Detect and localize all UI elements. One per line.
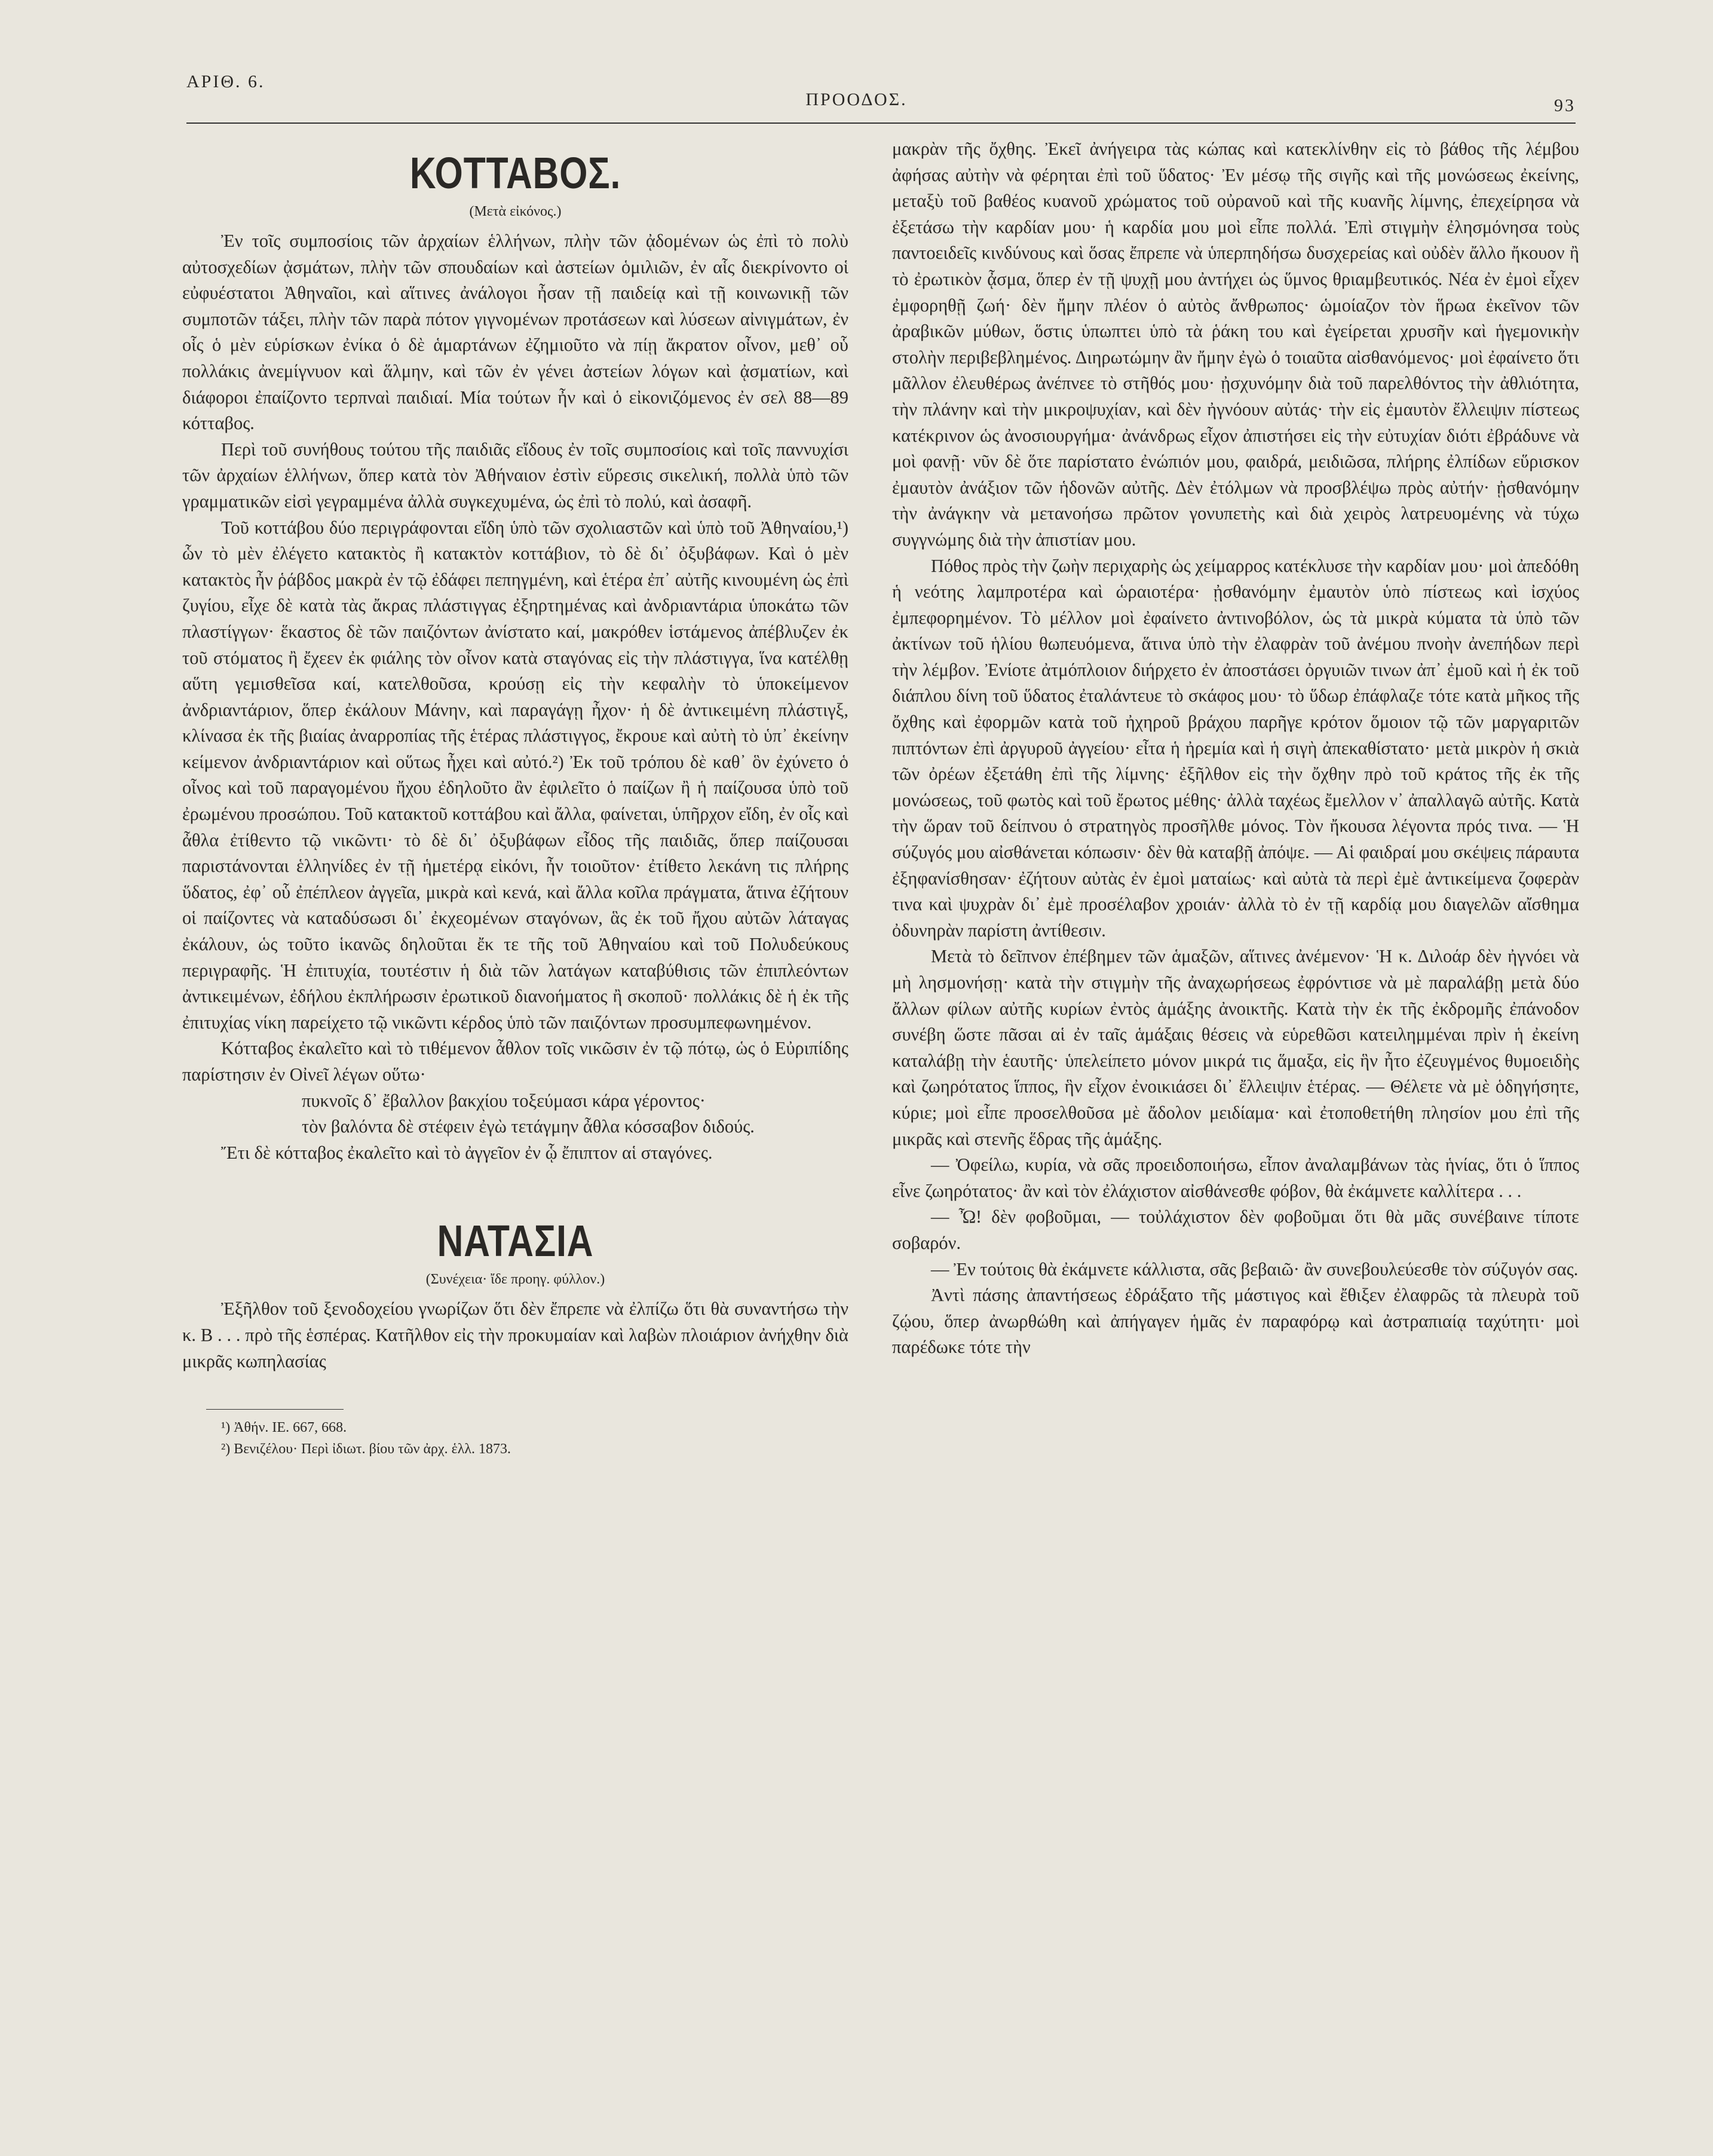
- paragraph: Τοῦ κοττάβου δύο περιγράφονται εἴδη ὑπὸ τῶν σχολιαστῶν καὶ ὑπὸ τοῦ Ἀθηναίου,¹) ὧν τὸ μὲν ἐλέγετο κατακτὸς ἢ κατακτὸν κοττάβιον, τὸ δὲ δι᾽ ὀξυβάφων. Καὶ ὁ μὲν κατακτὸς ἦν ῥάβδος μακρὰ ἐν τῷ ἐδάφει πεπηγμένη, καὶ ἑτέρα ἐπ᾽ αὐτῆς κινουμένη ὡς ἐπὶ ζυγίου, εἶχε δὲ κατὰ τὰς ἄκρας πλάστιγγας ἐξηρτημένας καὶ ἀνδριαντάρια ὑποκάτω τῶν πλαστίγγων· ἕκαστος δὲ τῶν παιζόντων ἀνίστατο καί, μακρόθεν ἱστάμενος ἀπέβλυζεν ἐκ τοῦ στόματος ἢ ἔχεεν ἐκ φιάλης τὸν οἶνον κατὰ σταγόνας εἰς τὴν πλάστιγγα, ἵνα κατέλθῃ αὕτη γεμισθεῖσα καί, κατελθοῦσα, κρούσῃ εἰς τὴν κεφαλὴν τὸ ὑποκείμενον ἀνδριαντάριον, ὅπερ ἐκάλουν Μάνην, καὶ παραγάγῃ ἦχον· ἡ δὲ ἀντικειμένη πλάστιγξ, κλίνασα ἐκ τῆς βιαίας ἀναρροπίας τῆς ἑτέρας πλάστιγγος, ἔκρουε καὶ αὐτὴ τὸ ὑπ᾽ ἐκείνην κείμενον ἀνδριαντάριον καὶ οὕτως ἦχει καὶ αὐτό.²) Ἐκ τοῦ τρόπου δὲ καθ᾽ ὃν ἐχύνετο ὁ οἶνος καὶ τοῦ παραγομένου ἤχου ἐδηλοῦτο ἂν ἐφιλεῖτο ὁ παίζων ἢ ἡ παίζουσα ὑπὸ τοῦ ἐρωμένου προσώπου. Τοῦ κατακτοῦ κοττάβου καὶ ἄλλα, φαίνεται, ὑπῆρχον εἴδη, ἐν οἷς καὶ ἆθλα ἐτίθεντο τῷ νικῶντι· τὸ δὲ δι᾽ ὀξυβάφων εἶδος τῆς παιδιᾶς, ὅπερ παίζουσαι παριστάνονται ἑλληνίδες ἐν τῇ ἡμετέρᾳ εἰκόνι, ἦν τοιοῦτον· ἐτίθετο λεκάνη τις πλήρης ὕδατος, ἐφ᾽ οὗ ἐπέπλεον ἀγγεῖα, μικρὰ καὶ κενά, καὶ ἄλλα κοῖλα πράγματα, ἅτινα ἐζήτουν οἱ παίζοντες νὰ καταδύσωσι δι᾽ ἐκχεομένων σταγόνων, ἃς ἐκ τοῦ ἤχου αὐτῶν λάταγας ἐκάλουν, ὡς τοῦτο ἱκανῶς δηλοῦται ἔκ τε τῆς τοῦ Ἀθηναίου καὶ τοῦ Πολυδεύκους περιγραφῆς. Ἡ ἐπιτυχία, τουτέστιν ἡ διὰ τῶν λατάγων καταβύθισις τῶν ἐπιπλεόντων ἀντικειμένων, ἐδήλου ἐκπλήρωσιν ἐρωτικοῦ διανοήματος ἢ σκοποῦ· πολλάκις δὲ ἡ ἐκ τῆς ἐπιτυχίας νίκη παρείχετο τῷ νικῶντι κέρδος ὑπὸ τῶν παιζόντων προσυμπεφωνημένον.: [182, 517, 848, 1033]
- paragraph: Ἀντὶ πάσης ἀπαντήσεως ἐδράξατο τῆς μάστιγος καὶ ἔθιξεν ἐλαφρῶς τὰ πλευρὰ τοῦ ζῴου, ὅπερ ἀνωρθώθη καὶ ἀπήγαγεν ἡμᾶς ἐν παραφόρῳ καὶ ἀστραπιαίᾳ ταχύτητι· μοὶ παρέδωκε τότε τὴν: [892, 1285, 1579, 1358]
- paragraph: Πόθος πρὸς τὴν ζωὴν περιχαρὴς ὡς χείμαρρος κατέκλυσε τὴν καρδίαν μου· μοὶ ἀπεδόθη ἡ νεότης λαμπροτέρα καὶ ὡραιοτέρα· ᾐσθανόμην ἐμαυτὸν ὑπὸ πίστεως καὶ ἰσχύος ἐμπεφορημένον. Τὸ μέλλον μοὶ ἐφαίνετο ἀντινοβόλον, ὡς τὰ μικρὰ κύματα τὰ ὑπὸ τῶν ἀκτίνων τοῦ ἡλίου θωπευόμενα, ἅτινα ὑπὸ τὴν ἐλαφρὰν τοῦ ἀνέμου πνοὴν ἀνεπήδων περὶ τὴν λέμβον. Ἐνίοτε ἀτμόπλοιον διήρχετο ἐν ἀποστάσει ὀργυιῶν τινων ἀπ᾽ ἐμοῦ καὶ ἡ ἐκ τοῦ διάπλου δίνη τοῦ ὕδατος ἐταλάντευε τὸ σκάφος μου· τὸ ὕδωρ ἐπάφλαζε τότε κατὰ μῆκος τῆς ὄχθης καὶ ἐφορμῶν κατὰ τοῦ ἠχηροῦ βράχου παρῆγε κρότον ὅμοιον τῷ τῶν μαργαριτῶν πιπτόντων ἐπὶ ἀργυροῦ ἀγγείου· εἶτα ἡ ἠρεμία καὶ ἡ σιγὴ ἀπεκαθίστατο· μετὰ μικρὸν ἡ σκιὰ τῶν ὀρέων ἐξετάθη ἐπὶ τῆς λίμνης· ἐξῆλθον εἰς τὴν ὄχθην πρὸ τοῦ κράτος τῆς ἐκ τῆς μονώσεως, τοῦ φωτὸς καὶ τοῦ ἔρωτος μέθης· ἀλλὰ ταχέως ἔμελλον ν᾽ ἀπαλλαγῶ αὐτῆς. Κατὰ τὴν ὥραν τοῦ δείπνου ὁ στρατηγὸς προσῆλθε μόνος. Τὸν ἤκουσα λέγοντα πρός τινα. — Ἡ σύζυγός μου αἰσθάνεται κόπωσιν· δὲν θὰ καταβῇ ἀπόψε. — Αἱ φαιδραί μου σκέψεις πάραυτα ἐξηφανίσθησαν· ἐζήτουν αὐτὰς ἐν ἐμοὶ ματαίως· καὶ αὐτὰ τὰ περὶ ἐμὲ ἀντικείμενα ζοφερὰν τινα καὶ ψυχρὰν δι᾽ ἐμὲ προσέλαβον χροιάν· ἀλλὰ τὸ ἐν τῇ καρδίᾳ μου διαγελῶν αἴσθημα ὀδυνηρὰν παρίστη ἀντίθεσιν.: [892, 555, 1579, 941]
- article-title-kottavos: ΚΟΤΤΑΒΟΣ.: [409, 148, 621, 198]
- paragraph: Ἔτι δὲ κότταβος ἐκαλεῖτο καὶ τὸ ἀγγεῖον ἐν ᾧ ἔπιπτον αἱ σταγόνες.: [221, 1142, 713, 1163]
- article-subtitle-natasia: (Συνέχεια· ἴδε προηγ. φύλλον.): [425, 1272, 605, 1288]
- dialogue-paragraph: — Ὦ! δὲν φοβοῦμαι, — τοὐλάχιστον δὲν φοβοῦμαι ὅτι θὰ μᾶς συνέβαινε τίποτε σοβαρόν.: [892, 1206, 1579, 1253]
- footnote: ²) Βενιζέλου· Περὶ ἰδιωτ. βίου τῶν ἀρχ. ἑλλ. 1873.: [221, 1441, 511, 1457]
- article-subtitle-kottavos: (Μετὰ εἰκόνος.): [469, 204, 562, 219]
- paragraph: Ἐξῆλθον τοῦ ξενοδοχείου γνωρίζων ὅτι δὲν ἔπρεπε νὰ ἐλπίζω ὅτι θὰ συναντήσω τὴν κ. Β . . . πρὸ τῆς ἑσπέρας. Κατῆλθον εἰς τὴν προκυμαίαν καὶ λαβὼν πλοιάριον ἀνήχθην διὰ μικρᾶς κωπηλασίας: [182, 1298, 848, 1371]
- paragraph: Κότταβος ἐκαλεῖτο καὶ τὸ τιθέμενον ἆθλον τοῖς νικῶσιν ἐν τῷ πότῳ, ὡς ὁ Εὐριπίδης παρίστησιν ἐν Οἰνεῖ λέγων οὕτω·: [182, 1038, 848, 1085]
- paragraph: Περὶ τοῦ συνήθους τούτου τῆς παιδιᾶς εἴδους ἐν τοῖς συμποσίοις καὶ τοῖς παννυχίσι τῶν ἀρχαίων ἑλλήνων, ὅπερ κατὰ τὸν Ἀθήναιον ἐστὶν εὕρεσις σικελική, πολλὰ ὑπὸ τῶν γραμματικῶν εἰσὶ γεγραμμένα ἀλλὰ συγκεχυμένα, ὡς ἐπὶ τὸ πολύ, καὶ ἀσαφῆ.: [182, 439, 848, 512]
- page-number: 93: [1554, 96, 1576, 115]
- paragraph: μακρὰν τῆς ὄχθης. Ἐκεῖ ἀνήγειρα τὰς κώπας καὶ κατεκλίνθην εἰς τὸ βάθος τῆς λέμβου ἀφήσας αὐτὴν νὰ φέρηται ἐπὶ τοῦ ὕδατος· Ἐν μέσῳ τῆς σιγῆς καὶ τῆς μονώσεως ἐκείνης, μεταξὺ τοῦ βαθέος κυανοῦ χρώματος τοῦ οὐρανοῦ καὶ τῆς κυανῆς λίμνης, ἐπεχείρησα νὰ ἐξετάσω τὴν καρδίαν μου· ἡ καρδία μου μοὶ εἶπε πολλά. Ἐπὶ στιγμὴν ἐλησμόνησα τοὺς παντοειδεῖς κινδύνους καὶ ὅσας ἔπρεπε νὰ ὑπερπηδήσω δυσχερείας καὶ οὐδὲν ἄλλο ἤκουον ἢ τὸ ἐρωτικὸν ᾆσμα, ὅπερ ἐν τῇ ψυχῇ μου ἀντήχει ὡς ὕμνος θριαμβευτικός. Νέα ἐν ἐμοὶ εἶχεν ἐμφορηθῇ ζωή· δὲν ἤμην πλέον ὁ αὐτὸς ἄνθρωπος· ὡμοίαζον τὸν ἥρωα ἐκεῖνον τῶν ἀραβικῶν μύθων, ὅστις ὑπωπτει ὑπὸ τὰ ῥάκη του καὶ ἐγείρεται χρυσῆν καὶ ἡγεμονικὴν στολὴν περιβεβλημένος. Διηρωτώμην ἂν ἤμην ἐγὼ ὁ τοιαῦτα αἰσθανόμενος· μοὶ ἐφαίνετο ὅτι μᾶλλον ἐλευθέρως ἀνέπνεε τὸ στῆθός μου· ᾐσχυνόμην διὰ τοῦ παρελθόντος τὴν ἀθλιότητα, τὴν πλάνην καὶ τὴν μικροψυχίαν, καὶ δὲν ἠγνόουν αὐτάς· τὴν εἰς ἐμαυτὸν ἔλλειψιν πίστεως κατέκρινον ὡς ἀνοσιουργήμα· ἀνάνδρως εἶχον ἀπιστήσει εἰς τὴν εὐτυχίαν διότι ἐβράδυνε νὰ μοὶ φανῇ· νῦν δὲ ὅτε παρίστατο ἐνώπιόν μου, φαιδρά, μειδιῶσα, πλήρης ἐλπίδων εὕρισκον ἐμαυτὸν ἀνάξιον τῶν ἡδονῶν αὐτῆς. Δὲν ἐτόλμων νὰ προσβλέψω πρὸς αὐτήν· ᾐσθανόμην τὴν ἀνάγκην νὰ μετανοήσω πρῶτον γονυπετὴς καὶ διὰ χειρὸς λατρευομένης νὰ τύχω συγγνώμης διὰ τὴν ἀπιστίαν μου.: [892, 139, 1579, 550]
- right-column: [892, 136, 1579, 1361]
- header-rule: [186, 122, 1576, 124]
- verse-line: τὸν βαλόντα δὲ στέφειν ἐγὼ τετάγμην ἆθλα κόσσαβον διδούς.: [302, 1116, 755, 1137]
- paragraph: Ἐν τοῖς συμποσίοις τῶν ἀρχαίων ἑλλήνων, πλὴν τῶν ᾀδομένων ὡς ἐπὶ τὸ πολὺ αὐτοσχεδίων ᾀσμάτων, πλὴν τῶν σπουδαίων καὶ ἀστείων ὁμιλιῶν, ἐν αἷς διεκρίνοντο οἱ εὐφυέστατοι Ἀθηναῖοι, καὶ αἵτινες ἀνάλογοι ἦσαν τῇ παιδείᾳ καὶ τῇ κοινωνικῇ τῶν συμποτῶν τάξει, πλὴν τῶν παρὰ πότον γιγνομένων προτάσεων καὶ λύσεων αἰνιγμάτων, ἐν οἷς ὁ μὲν εὑρίσκων ἐνίκα ὁ δὲ ἁμαρτάνων ἐζημιοῦτο νὰ πίῃ ἄκρατον οἶνον, μεθ᾽ οὗ πολλάκις ἀνεμίγνυον καὶ ἅλμην, καὶ τῶν ἐν γένει ἀστείων λόγων καὶ ᾀσματίων, καὶ διάφοροι ἐπαίζοντο τερπναὶ παιδιαί. Μία τούτων ἦν καὶ ὁ εἰκονιζόμενος ἐν σελ 88—89 κότταβος.: [182, 231, 848, 434]
- dialogue-paragraph: — Ἐν τούτοις θὰ ἐκάμνετε κάλλιστα, σᾶς βεβαιῶ· ἂν συνεβουλεύεσθε τὸν σύζυγόν σας.: [931, 1258, 1579, 1279]
- article-title-natasia: ΝΑΤΑΣΙΑ: [437, 1216, 594, 1266]
- footnote-rule: [206, 1409, 344, 1410]
- dialogue-paragraph: — Ὀφείλω, κυρία, νὰ σᾶς προειδοποιήσω, εἶπον ἀναλαμβάνων τὰς ἡνίας, ὅτι ὁ ἵππος εἶνε ζωηρότατος· ἂν καὶ τὸν ἐλάχιστον αἰσθάνεσθε φόβον, θὰ ἐκάμνετε καλλίτερα . . .: [892, 1154, 1579, 1201]
- paragraph: Μετὰ τὸ δεῖπνον ἐπέβημεν τῶν ἁμαξῶν, αἵτινες ἀνέμενον· Ἡ κ. Διλοάρ δὲν ἠγνόει νὰ μὴ λησμονήσῃ· κατὰ τὴν στιγμὴν τῆς ἀναχωρήσεως ἐφρόντισε νὰ μὲ παραλάβῃ μετὰ δύο ἄλλων φίλων αὐτῆς κυρίων ἐντὸς ἁμάξης ἀνοικτῆς. Κατὰ τὴν ἐκ τῆς ἐκδρομῆς ἐπάνοδον συνέβη ὥστε πᾶσαι αἱ ἐν ταῖς ἁμάξαις θέσεις νὰ εὑρεθῶσι κατειλημμέναι πρὶν ἡ ἐκείνη καταλάβῃ τὴν ἑαυτῆς· ὑπελείπετο μόνον μικρά τις ἅμαξα, εἰς ἣν ἦτο ἐζευγμένος θυμοειδὴς καὶ ζωηρότατος ἵππος, ἣν εἶχον ἐνοικιάσει δι᾽ ἔλλειψιν ἑτέρας. — Θέλετε νὰ μὲ ὁδηγήσητε, κύριε; μοὶ εἶπε προσελθοῦσα μὲ ἄδολον μειδίαμα· καὶ ἐτοποθετήθη πλησίον μου ἐπὶ τῆς μικρᾶς καὶ στενῆς ἕδρας τῆς ἁμάξης.: [892, 946, 1579, 1149]
- publication-title: ΠΡΟΟΔΟΣ.: [805, 90, 908, 109]
- footnote: ¹) Ἀθήν. ΙΕ. 667, 668.: [221, 1420, 347, 1436]
- verse-line: πυκνοῖς δ᾽ ἔβαλλον βακχίου τοξεύμασι κάρα γέροντος·: [302, 1090, 706, 1111]
- left-column: [182, 136, 848, 1460]
- issue-number: ΑΡΙΘ. 6.: [186, 72, 265, 91]
